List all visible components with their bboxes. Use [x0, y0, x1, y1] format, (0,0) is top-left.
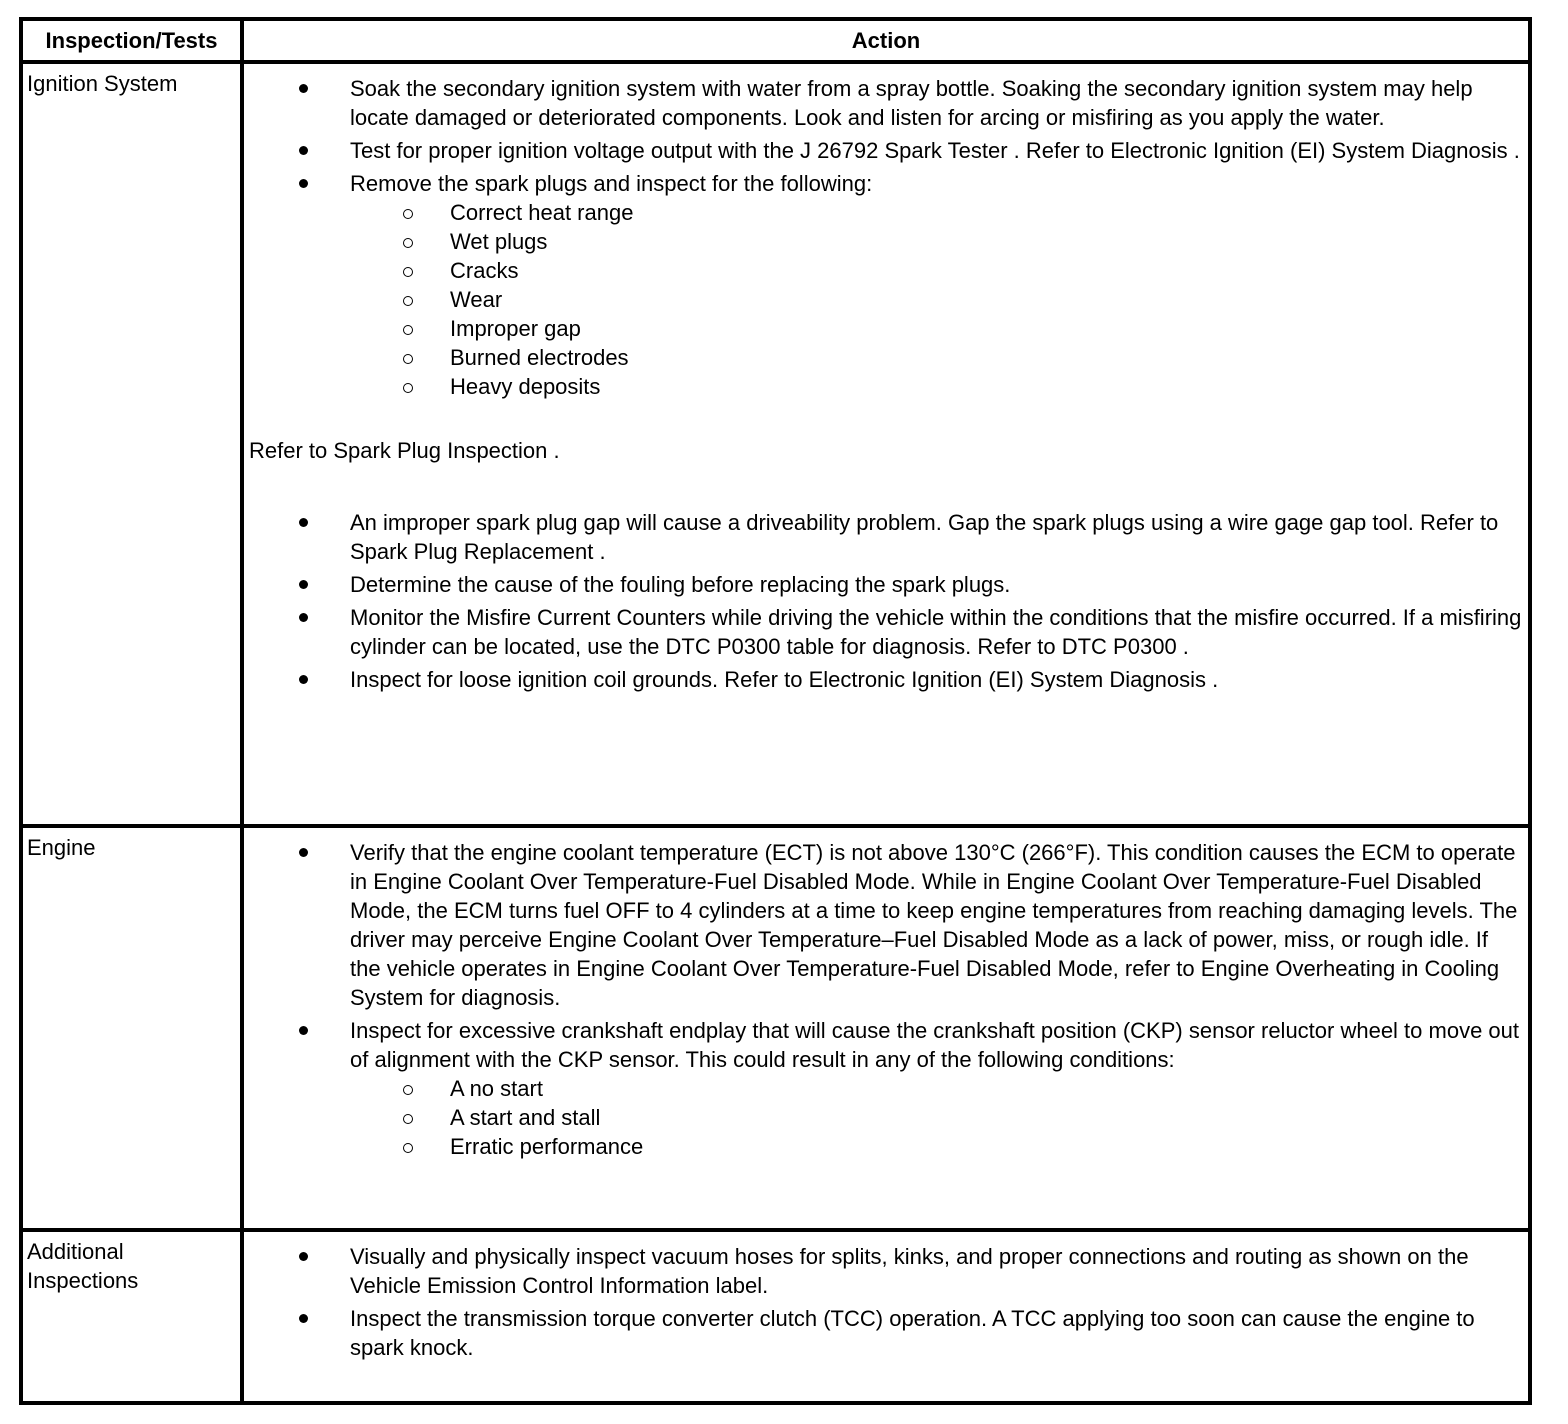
bullet-list: [244, 508, 1528, 694]
sub-list-item: Heavy deposits: [350, 372, 1522, 401]
list-item: Monitor the Misfire Current Counters while driving the vehicle within the conditions that the misfire occurred. If a misfiring cylinder can be located, use the DTC P0300 table for diagnosis. Refer to DTC P0300 .: [244, 603, 1528, 661]
list-item: Inspect for excessive crankshaft endplay that will cause the crankshaft position (CKP) sensor reluctor wheel to move out of alignment with the CKP sensor. This could result in any of the following conditions: A no start A start and stall Erratic performance: [244, 1016, 1528, 1161]
sub-list-item: Wear: [350, 285, 1522, 314]
hollow-bullet-icon: [403, 1143, 413, 1153]
bullet-icon: [299, 1026, 308, 1035]
list-item: Test for proper ignition voltage output with the J 26792 Spark Tester . Refer to Electronic Ignition (EI) System Diagnosis .: [244, 136, 1528, 165]
list-item: Verify that the engine coolant temperature (ECT) is not above 130°C (266°F). This condition causes the ECM to operate in Engine Coolant Over Temperature-Fuel Disabled Mode. While in Engine Coolant Over Temperature-Fuel Disabled Mode, the ECM turns fuel OFF to 4 cylinders at a time to keep engine temperatures from reaching damaging levels. The driver may perceive Engine Coolant Over Temperature–Fuel Disabled Mode as a lack of power, miss, or rough idle. If the vehicle operates in Engine Coolant Over Temperature-Fuel Disabled Mode, refer to Engine Overheating in Cooling System for diagnosis.: [244, 838, 1528, 1012]
list-item: Soak the secondary ignition system with water from a spray bottle. Soaking the secondary ignition system may help locate damaged or deteriorated components. Look and listen for arcing or misfiring as you apply the water.: [244, 74, 1528, 132]
header-action: Action: [851, 28, 921, 53]
list-item: Determine the cause of the fouling before replacing the spark plugs.: [244, 570, 1528, 599]
hollow-bullet-icon: [403, 1114, 413, 1124]
list-item: Inspect for loose ignition coil grounds. Refer to Electronic Ignition (EI) System Diagnosis .: [244, 665, 1528, 694]
bullet-icon: [299, 146, 308, 155]
row-label-additional-inspections: Additional Inspections: [27, 1239, 139, 1293]
bullet-icon: [299, 613, 308, 622]
reference-paragraph: Refer to Spark Plug Inspection .: [249, 438, 560, 463]
sub-list-item: Cracks: [350, 256, 1522, 285]
bullet-icon: [299, 179, 308, 188]
hollow-bullet-icon: [403, 296, 413, 306]
sub-list-item: Improper gap: [350, 314, 1522, 343]
sub-bullet-list: [350, 198, 1522, 401]
list-item: Visually and physically inspect vacuum hoses for splits, kinks, and proper connections and routing as shown on the Vehicle Emission Control Information label.: [244, 1242, 1528, 1300]
sub-list-item: Wet plugs: [350, 227, 1522, 256]
hollow-bullet-icon: [403, 209, 413, 219]
bullet-icon: [299, 848, 308, 857]
sub-list-item: A no start: [350, 1074, 1522, 1103]
sub-list-item: Correct heat range: [350, 198, 1522, 227]
sub-bullet-list: [350, 1074, 1522, 1161]
bullet-icon: [299, 675, 308, 684]
list-item: An improper spark plug gap will cause a driveability problem. Gap the spark plugs using a wire gage gap tool. Refer to Spark Plug Replacement .: [244, 508, 1528, 566]
table-row-engine: [23, 824, 1528, 1232]
action-cell-engine: [244, 828, 1528, 1165]
table-row-ignition-system: [23, 60, 1528, 828]
bullet-icon: [299, 1252, 308, 1261]
inspection-table: [19, 17, 1532, 1405]
hollow-bullet-icon: [403, 325, 413, 335]
sub-list-item: Erratic performance: [350, 1132, 1522, 1161]
table-header-row: [23, 21, 1528, 60]
bullet-list: [244, 1242, 1528, 1362]
action-cell-additional-inspections: [244, 1232, 1528, 1366]
bullet-icon: [299, 84, 308, 93]
bullet-icon: [299, 518, 308, 527]
list-item: Inspect the transmission torque converter clutch (TCC) operation. A TCC applying too soon can cause the engine to spark knock.: [244, 1304, 1528, 1362]
sub-list-item: A start and stall: [350, 1103, 1522, 1132]
bullet-icon: [299, 1314, 308, 1323]
list-item: Remove the spark plugs and inspect for the following: Correct heat range Wet plugs Cracks Wear Improper gap Burned electrodes Heavy deposits: [244, 169, 1528, 401]
hollow-bullet-icon: [403, 1085, 413, 1095]
bullet-list: [244, 838, 1528, 1161]
hollow-bullet-icon: [403, 267, 413, 277]
hollow-bullet-icon: [403, 238, 413, 248]
table-row-additional-inspections: [23, 1228, 1528, 1401]
sub-list-item: Burned electrodes: [350, 343, 1522, 372]
row-label-ignition-system: Ignition System: [27, 71, 178, 96]
header-inspection-tests: Inspection/Tests: [45, 28, 218, 53]
bullet-icon: [299, 580, 308, 589]
action-cell-ignition-system: [244, 64, 1528, 698]
hollow-bullet-icon: [403, 383, 413, 393]
bullet-list: [244, 74, 1528, 401]
row-label-engine: Engine: [27, 835, 96, 860]
hollow-bullet-icon: [403, 354, 413, 364]
